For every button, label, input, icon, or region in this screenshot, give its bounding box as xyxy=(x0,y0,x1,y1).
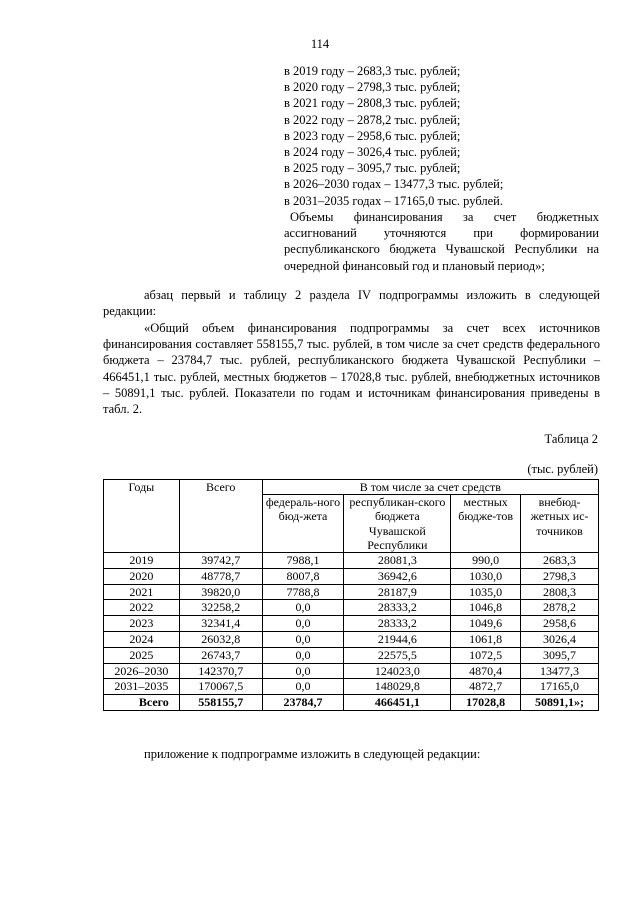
cell-year: 2023 xyxy=(104,616,180,632)
header-extra: внебюд-жетных ис-точников xyxy=(521,495,599,553)
cell-local: 1061,8 xyxy=(451,632,521,648)
cell-federal: 0,0 xyxy=(262,616,344,632)
total-cell-local: 17028,8 xyxy=(451,695,521,711)
header-republic: республикан-ского бюджета Чувашской Республики xyxy=(344,495,451,553)
year-line: в 2026–2030 годах – 13477,3 тыс. рублей; xyxy=(284,177,504,192)
cell-local: 1035,0 xyxy=(451,584,521,600)
cell-republic: 36942,6 xyxy=(344,568,451,584)
cell-extra: 3026,4 xyxy=(521,632,599,648)
cell-republic: 124023,0 xyxy=(344,663,451,679)
table-row xyxy=(104,632,599,648)
year-line: в 2020 году – 2798,3 тыс. рублей; xyxy=(284,80,461,95)
cell-total: 32341,4 xyxy=(179,616,262,632)
year-line: в 2023 году – 2958,6 тыс. рублей; xyxy=(284,128,461,143)
year-line: в 2024 году – 3026,4 тыс. рублей; xyxy=(284,145,461,160)
header-local: местных бюдже-тов xyxy=(451,495,521,553)
cell-republic: 28333,2 xyxy=(344,616,451,632)
cell-extra: 2958,6 xyxy=(521,616,599,632)
cell-year: 2019 xyxy=(104,553,180,569)
cell-local: 4870,4 xyxy=(451,663,521,679)
total-cell-year: Всего xyxy=(104,695,180,711)
final-line: приложение к подпрограмме изложить в следующей редакции: xyxy=(144,747,481,761)
table-row xyxy=(104,647,599,663)
table-total-row xyxy=(104,695,599,711)
year-line: в 2019 году – 2683,3 тыс. рублей; xyxy=(284,64,461,78)
header-total: Всего xyxy=(179,480,262,553)
year-line: в 2022 году – 2878,2 тыс. рублей; xyxy=(284,112,461,127)
cell-extra: 2808,3 xyxy=(521,584,599,600)
cell-federal: 8007,8 xyxy=(262,568,344,584)
total-funding-paragraph: «Общий объем финансирования подпрограммы за счет всех источников финансирования составляет 558155,7 тыс. рублей, в том числе за счет средств федерального бюджета – 23784,7 тыс. рублей, республиканского бюджета Чувашской Республики – 466451,1 тыс. рублей, местных бюджетов – 17028,8 тыс. рублей, внебюджетных источников – 50891,1 тыс. рублей. Показатели по годам и источникам финансирования приведены в табл. 2. xyxy=(103,321,600,417)
cell-year: 2020 xyxy=(104,568,180,584)
cell-republic: 28333,2 xyxy=(344,600,451,616)
cell-federal: 0,0 xyxy=(262,679,344,695)
cell-federal: 7988,1 xyxy=(262,553,344,569)
table-row xyxy=(104,568,599,584)
funding-table xyxy=(103,479,599,711)
cell-local: 990,0 xyxy=(451,553,521,569)
cell-local: 1030,0 xyxy=(451,568,521,584)
cell-local: 1046,8 xyxy=(451,600,521,616)
cell-total: 170067,5 xyxy=(179,679,262,695)
cell-republic: 21944,6 xyxy=(344,632,451,648)
cell-extra: 2683,3 xyxy=(521,553,599,569)
year-line: в 2031–2035 годах – 17165,0 тыс. рублей. xyxy=(284,193,503,208)
cell-federal: 0,0 xyxy=(262,600,344,616)
cell-extra: 3095,7 xyxy=(521,647,599,663)
page-number: 114 xyxy=(310,37,330,51)
cell-total: 39820,0 xyxy=(179,584,262,600)
cell-extra: 2798,3 xyxy=(521,568,599,584)
cell-year: 2031–2035 xyxy=(104,679,180,695)
header-group: В том числе за счет средств xyxy=(262,480,598,495)
table-row xyxy=(104,600,599,616)
cell-extra: 2878,2 xyxy=(521,600,599,616)
cell-total: 142370,7 xyxy=(179,663,262,679)
year-line: в 2021 году – 2808,3 тыс. рублей; xyxy=(284,96,461,111)
table-caption: Таблица 2 xyxy=(544,432,598,446)
cell-republic: 28081,3 xyxy=(344,553,451,569)
table-row xyxy=(104,663,599,679)
volumes-paragraph: Объемы финансирования за счет бюджетных ассигнований уточняются при формировании республиканского бюджета Чувашской Республики на очередной финансовый год и плановый период»; xyxy=(284,210,599,273)
total-cell-federal: 23784,7 xyxy=(262,695,344,711)
cell-local: 1049,6 xyxy=(451,616,521,632)
cell-year: 2021 xyxy=(104,584,180,600)
cell-federal: 0,0 xyxy=(262,647,344,663)
cell-year: 2022 xyxy=(104,600,180,616)
table-row xyxy=(104,553,599,569)
table-row xyxy=(104,679,599,695)
table-row xyxy=(104,584,599,600)
cell-local: 4872,7 xyxy=(451,679,521,695)
cell-extra: 13477,3 xyxy=(521,663,599,679)
cell-total: 26032,8 xyxy=(179,632,262,648)
cell-extra: 17165,0 xyxy=(521,679,599,695)
year-line: в 2025 году – 3095,7 тыс. рублей; xyxy=(284,161,461,176)
cell-year: 2026–2030 xyxy=(104,663,180,679)
cell-total: 39742,7 xyxy=(179,553,262,569)
cell-federal: 7788,8 xyxy=(262,584,344,600)
cell-republic: 22575,5 xyxy=(344,647,451,663)
cell-total: 48778,7 xyxy=(179,568,262,584)
cell-federal: 0,0 xyxy=(262,663,344,679)
total-cell-total: 558155,7 xyxy=(179,695,262,711)
cell-local: 1072,5 xyxy=(451,647,521,663)
cell-total: 26743,7 xyxy=(179,647,262,663)
total-cell-republic: 466451,1 xyxy=(344,695,451,711)
header-years: Годы xyxy=(104,480,180,553)
yearly-funding-list xyxy=(284,63,599,209)
table-row xyxy=(104,616,599,632)
cell-year: 2024 xyxy=(104,632,180,648)
cell-total: 32258,2 xyxy=(179,600,262,616)
cell-republic: 28187,9 xyxy=(344,584,451,600)
total-cell-extra: 50891,1»; xyxy=(521,695,599,711)
cell-republic: 148029,8 xyxy=(344,679,451,695)
cell-federal: 0,0 xyxy=(262,632,344,648)
table-units: (тыс. рублей) xyxy=(527,462,598,476)
header-federal: федераль-ного бюд-жета xyxy=(262,495,344,553)
instruction-paragraph: абзац первый и таблицу 2 раздела IV подпрограммы изложить в следующей редакции: xyxy=(103,288,600,319)
cell-year: 2025 xyxy=(104,647,180,663)
